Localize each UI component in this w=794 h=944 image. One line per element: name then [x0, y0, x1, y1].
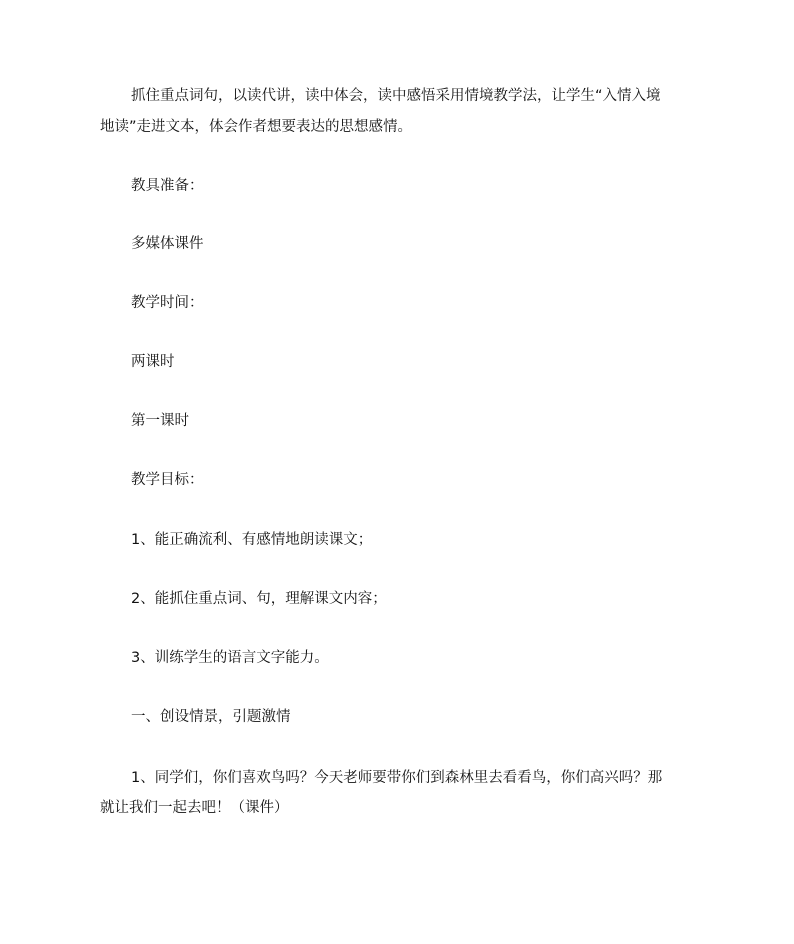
paragraph-teaching-method-line-1: 抓住重点词句，以读代讲，读中体会，读中感悟采用情境教学法，让学生“入情入境 [131, 88, 661, 104]
paragraph-intro-line-1: 1、同学们，你们喜欢鸟吗？今天老师要带你们到森林里去看看鸟，你们高兴吗？那 [131, 770, 663, 786]
section-heading-create-scene: 一、创设情景，引题激情 [131, 709, 291, 725]
paragraph-two-periods: 两课时 [131, 354, 175, 370]
heading-first-period: 第一课时 [131, 413, 189, 429]
goal-item-1: 1、能正确流利、有感情地朗读课文； [131, 532, 373, 548]
heading-teaching-goals: 教学目标： [131, 472, 204, 488]
paragraph-multimedia: 多媒体课件 [131, 236, 204, 252]
goal-item-2: 2、能抓住重点词、句，理解课文内容； [131, 591, 387, 607]
heading-teaching-time: 教学时间： [131, 295, 204, 311]
paragraph-teaching-method-line-2: 地读”走进文本，体会作者想要表达的思想感情。 [100, 119, 413, 135]
goal-item-3: 3、训练学生的语言文字能力。 [131, 650, 329, 666]
paragraph-intro-line-2: 就让我们一起去吧！（课件） [100, 800, 289, 816]
heading-teaching-aids: 教具准备： [131, 178, 204, 194]
